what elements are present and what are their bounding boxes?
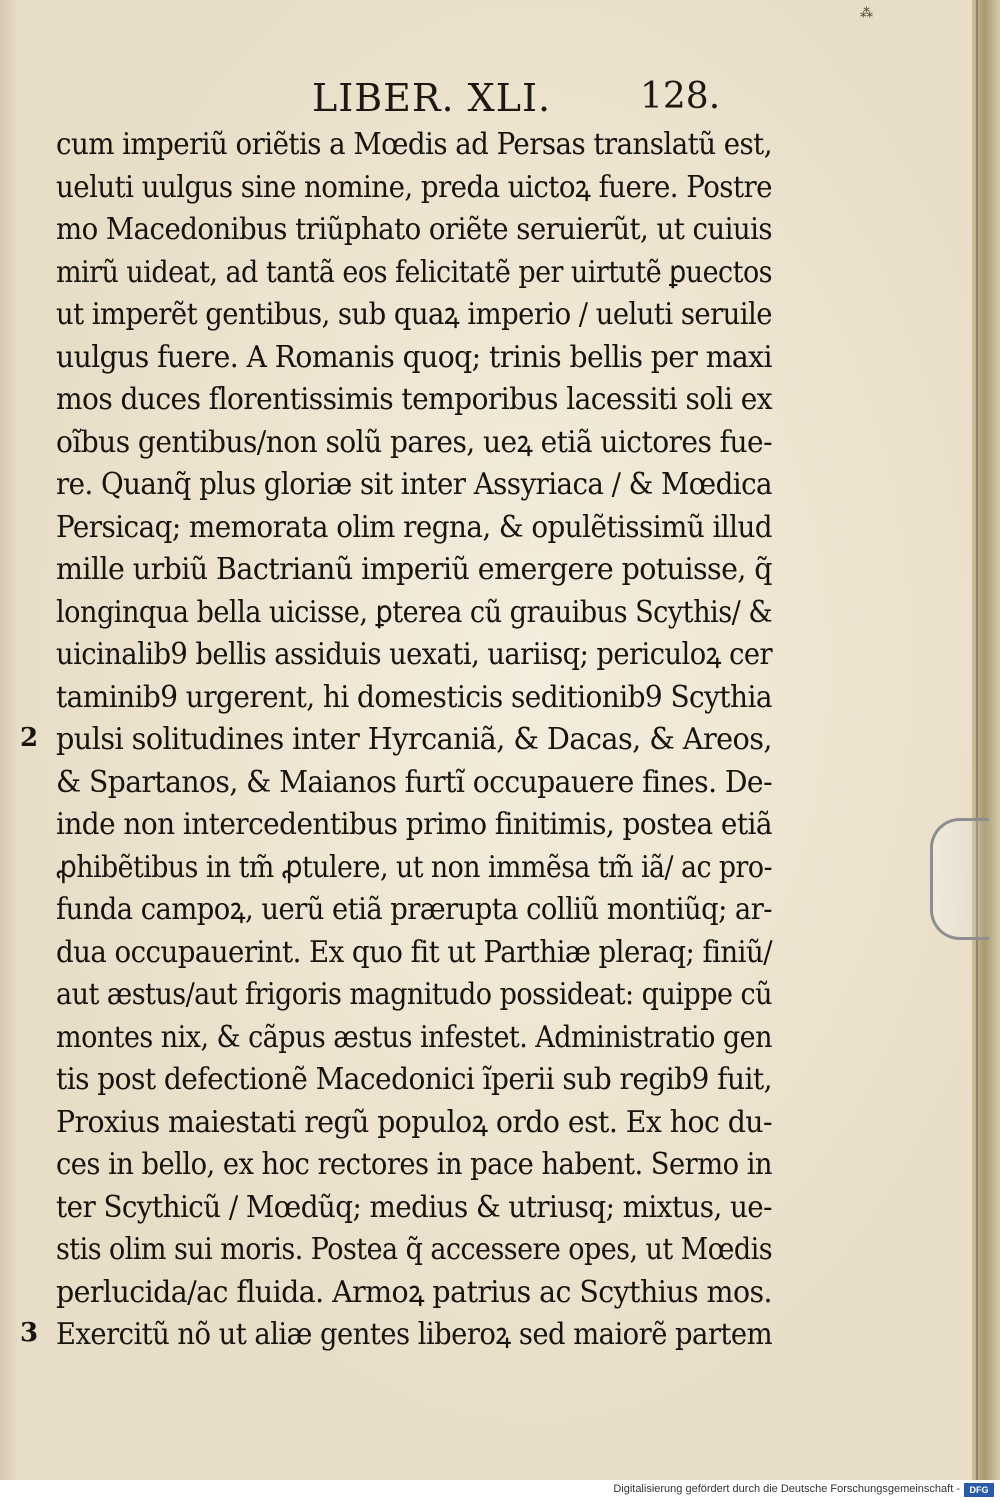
text-line	[56, 1059, 776, 1102]
text-line	[56, 337, 776, 380]
dfg-logo-icon: DFG	[964, 1483, 994, 1497]
text-line	[56, 464, 776, 507]
text-line-content: perlucida/ac fluida. Armoꝝ patrius ac Scythius mos.	[56, 1274, 773, 1310]
text-line-content: ut imperẽt gentibus, sub quaꝝ imperio / ueluti seruile	[56, 297, 772, 332]
text-line-content: ter Scythicũ / Mœdũq; medius & utriusq; mixtus, ue-	[56, 1189, 773, 1225]
text-line	[56, 932, 776, 975]
text-line-content: Exercitũ nõ ut aliæ gentes liberoꝝ sed maiorẽ partem	[56, 1317, 773, 1352]
text-line-content: stis olim sui moris. Postea q̃ accessere opes, ut Mœdis	[56, 1232, 773, 1267]
text-line-content: ueluti uulgus sine nomine, preda uictoꝝ fuere. Postre	[56, 169, 772, 205]
digitization-footer	[0, 1480, 1000, 1502]
text-line-content: & Spartanos, & Maianos furtĩ occupauere fines. De-	[56, 764, 773, 800]
text-line-content: aut æstus/aut frigoris magnitudo possideat: quippe cũ	[56, 977, 772, 1012]
text-line-content: ꝓhibẽtibus in tm̃ ꝓtulere, ut non immẽsa tm̃ iã/ ac pro-	[56, 849, 772, 885]
ink-smudge-decoration: ⁂	[860, 6, 872, 21]
text-line-content: tis post defectionẽ Macedonici ĩperii sub regib9 fuit,	[56, 1062, 772, 1097]
text-line	[56, 1187, 776, 1230]
text-line	[56, 847, 776, 890]
text-line-content: dua occupauerint. Ex quo fit ut Parthiæ pleraq; finiũ/	[56, 934, 772, 970]
text-line-content: mo Macedonibus triũphato oriẽte seruierũt, ut cuiuis	[56, 212, 773, 247]
page-clip	[930, 818, 989, 940]
text-line-content: funda campoꝝ, uerũ etiã prærupta colliũ montiũq; ar-	[56, 892, 772, 927]
body-text	[56, 124, 776, 1357]
footer-credit: Digitalisierung gefördert durch die Deutsche Forschungsgemeinschaft -	[613, 1483, 960, 1495]
text-line	[56, 804, 776, 847]
text-line-content: Persicaq; memorata olim regna, & opulẽtissimũ illud	[56, 509, 773, 545]
text-line	[56, 1314, 776, 1357]
text-line	[56, 762, 776, 805]
text-line	[56, 549, 776, 592]
text-line	[56, 719, 776, 762]
text-line	[56, 507, 776, 550]
text-line-content: mirũ uideat, ad tantã eos felicitatẽ per uirtutẽ ꝑuectos	[56, 254, 772, 290]
page-header	[0, 76, 972, 126]
text-line	[56, 1144, 776, 1187]
text-line-content: longinqua bella uicisse, ꝑterea cũ grauibus Scythis/ &	[56, 594, 772, 630]
text-line-content: pulsi solitudines inter Hyrcaniã, & Dacas, & Areos,	[56, 722, 772, 757]
marginal-section-number: 2	[20, 723, 39, 753]
text-line-content: taminib9 urgerent, hi domesticis seditionib9 Scythia	[56, 679, 772, 715]
text-line-content: uulgus fuere. A Romanis quoq; trinis bellis per maxi	[56, 339, 772, 375]
text-line-content: montes nix, & cãpus æstus infestet. Administratio gen	[56, 1019, 772, 1055]
text-line	[56, 379, 776, 422]
text-line	[56, 1017, 776, 1060]
text-line-content: oĩbus gentibus/non solũ pares, ueꝝ etiã uictores fue-	[56, 424, 772, 460]
text-line-content: mos duces florentissimis temporibus lacessiti soli ex	[56, 382, 773, 417]
text-line-content: uicinalib9 bellis assiduis uexati, uariisq; periculoꝝ cer	[56, 637, 773, 672]
page-number: 128.	[640, 76, 721, 117]
text-line	[56, 294, 776, 337]
text-line	[56, 124, 776, 167]
text-line	[56, 209, 776, 252]
text-line	[56, 677, 776, 720]
text-line	[56, 1229, 776, 1272]
running-head: LIBER. XLI.	[312, 76, 552, 120]
text-line-content: cum imperiũ oriẽtis a Mœdis ad Persas translatũ est,	[56, 127, 772, 162]
text-line-content: ces in bello, ex hoc rectores in pace habent. Sermo in	[56, 1147, 772, 1182]
text-line	[56, 1102, 776, 1145]
page-edge	[972, 0, 1000, 1480]
text-line	[56, 889, 776, 932]
text-line	[56, 592, 776, 635]
text-line-content: re. Quanq̃ plus gloriæ sit inter Assyriaca / & Mœdica	[56, 467, 772, 502]
text-line	[56, 167, 776, 210]
text-line	[56, 252, 776, 295]
text-line-content: inde non intercedentibus primo finitimis, postea etiã	[56, 807, 773, 842]
text-line-content: mille urbiũ Bactrianũ imperiũ emergere potuisse, q̃	[56, 552, 772, 587]
marginal-section-number: 3	[20, 1318, 39, 1348]
text-line	[56, 634, 776, 677]
text-line-content: Proxius maiestati regũ populoꝝ ordo est. Ex hoc du-	[56, 1104, 772, 1140]
text-line	[56, 1272, 776, 1315]
text-line	[56, 422, 776, 465]
text-line	[56, 974, 776, 1017]
